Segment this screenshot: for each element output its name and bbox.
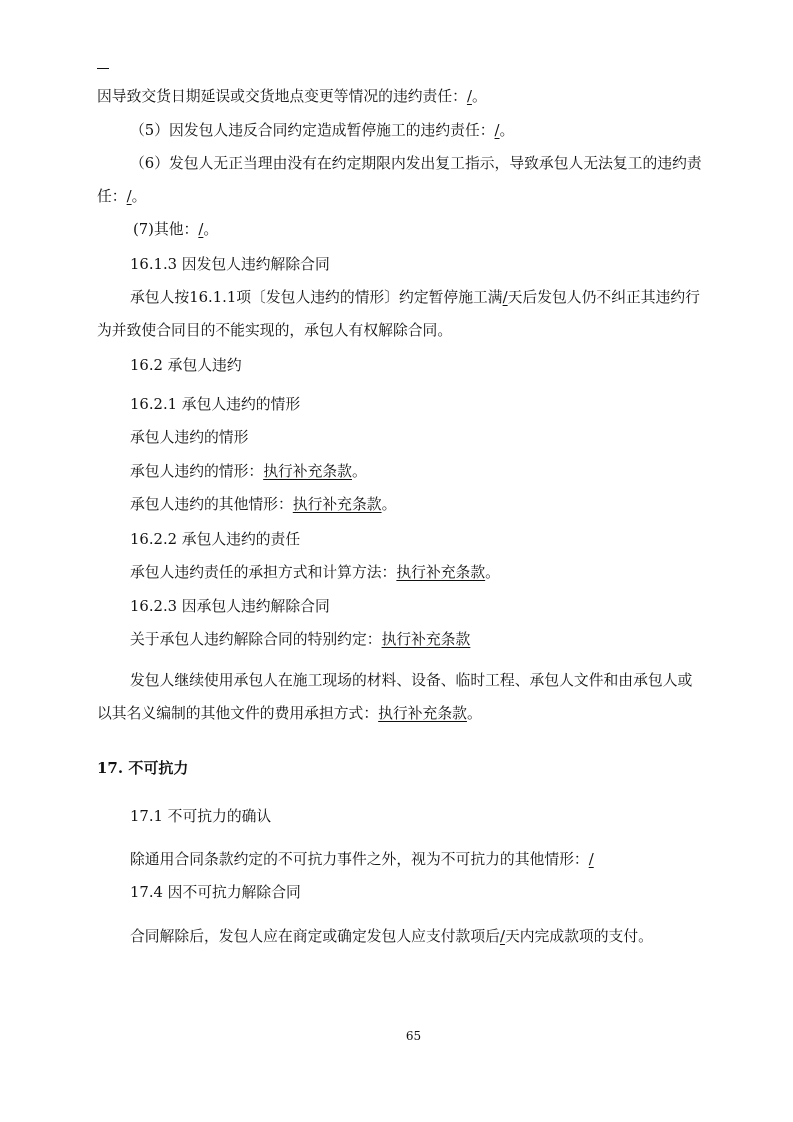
- paragraph-line: [130, 495, 396, 515]
- clause-heading-16-2-1: [130, 395, 300, 415]
- clause-heading-17-4: [130, 883, 301, 903]
- line-text: 除通用合同条款约定的不可抗力事件之外，视为不可抗力的其他情形：: [130, 851, 589, 868]
- paragraph-line: [130, 462, 367, 482]
- clause-heading-16-2-3: [130, 597, 330, 617]
- line-text: 17.4 因不可抗力解除合同: [130, 884, 301, 901]
- paragraph-line: [97, 87, 487, 107]
- clause-heading-17-1: [130, 807, 271, 827]
- underlined-value: /: [502, 289, 508, 306]
- line-text: 。: [466, 705, 482, 722]
- paragraph-line: [130, 288, 700, 308]
- page-number: 65: [405, 1029, 422, 1043]
- line-text: 承包人违约的情形: [130, 429, 249, 446]
- underlined-value: 执行补充条款: [378, 705, 467, 722]
- line-text: 任：: [97, 188, 127, 205]
- line-text: 承包人违约责任的承担方式和计算方法：: [130, 564, 397, 581]
- paragraph-line: [97, 187, 146, 207]
- underlined-value: /: [494, 122, 500, 139]
- paragraph-line: [130, 630, 470, 650]
- underlined-value: 执行补充条款: [396, 564, 486, 581]
- line-text: 17.1 不可抗力的确认: [130, 808, 272, 825]
- underlined-value: /: [198, 221, 204, 238]
- underlined-value: 执行补充条款: [263, 463, 352, 480]
- paragraph-line: [130, 850, 594, 870]
- paragraph-line: [130, 563, 500, 583]
- line-text: 。: [485, 564, 500, 581]
- underlined-value: /: [499, 928, 505, 945]
- line-text: 为并致使合同目的不能实现的，承包人有权解除合同。: [97, 322, 453, 339]
- line-text: 承包人违约的其他情形：: [130, 496, 293, 513]
- line-text: 以其名义编制的其他文件的费用承担方式：: [97, 705, 379, 722]
- underlined-value: 执行补充条款: [292, 496, 382, 513]
- paragraph-line: [130, 121, 514, 141]
- paragraph-line: [97, 704, 482, 724]
- line-text: 17. 不可抗力: [97, 759, 189, 777]
- top-dash-mark: [97, 68, 109, 69]
- line-text: 承包人按16.1.1项〔发包人违约的情形〕约定暂停施工满: [130, 289, 503, 306]
- paragraph-line: [130, 671, 692, 691]
- underlined-value: 执行补充条款: [381, 631, 471, 648]
- section-heading-17: [97, 758, 188, 778]
- line-text: 。: [203, 221, 219, 238]
- line-text: 16.2.2 承包人违约的责任: [130, 531, 301, 548]
- line-text: (7)其他：: [133, 221, 199, 238]
- clause-heading-16-1-3: [130, 255, 330, 275]
- line-text: 16.2.3 因承包人违约解除合同: [130, 598, 330, 615]
- line-text: 关于承包人违约解除合同的特别约定：: [130, 631, 382, 648]
- underlined-value: /: [466, 88, 472, 105]
- line-text: 。: [131, 188, 147, 205]
- line-text: （6）发包人无正当理由没有在约定期限内发出复工指示，导致承包人无法复工的违约责: [130, 155, 702, 172]
- line-text: 合同解除后，发包人应在商定或确定发包人应支付款项后: [130, 928, 500, 945]
- line-text: 因导致交货日期延误或交货地点变更等情况的违约责任：: [97, 88, 467, 105]
- underlined-value: /: [588, 851, 594, 868]
- line-text: 。: [471, 88, 487, 105]
- line-text: 。: [351, 463, 367, 480]
- line-text: 16.2 承包人违约: [130, 357, 242, 374]
- paragraph-line: [130, 154, 702, 174]
- line-text: 。: [381, 496, 397, 513]
- paragraph-line: [97, 321, 452, 341]
- line-text: 天内完成款项的支付。: [504, 928, 653, 945]
- paragraph-line: [130, 927, 653, 947]
- line-text: 16.1.3 因发包人违约解除合同: [130, 256, 330, 273]
- underlined-value: /: [126, 188, 132, 205]
- line-text: 承包人违约的情形：: [130, 463, 264, 480]
- clause-heading-16-2-2: [130, 530, 300, 550]
- line-text: 发包人继续使用承包人在施工现场的材料、设备、临时工程、承包人文件和由承包人或: [130, 672, 693, 689]
- line-text: 天后发包人仍不纠正其违约行: [507, 289, 700, 306]
- line-text: 16.2.1 承包人违约的情形: [130, 396, 301, 413]
- paragraph-line: [133, 220, 218, 240]
- line-text: 。: [499, 122, 515, 139]
- clause-heading-16-2: [130, 356, 242, 376]
- paragraph-line: [130, 428, 248, 448]
- line-text: （5）因发包人违反合同约定造成暂停施工的违约责任：: [130, 122, 495, 139]
